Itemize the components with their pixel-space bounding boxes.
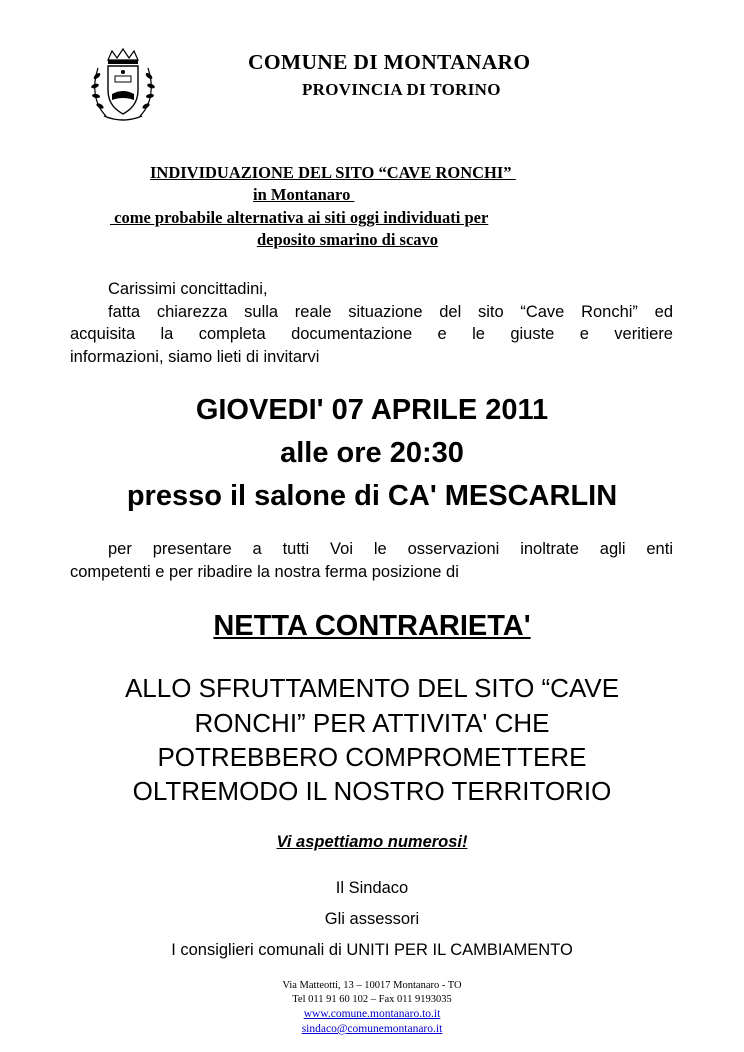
subject-line: deposito smarino di scavo xyxy=(257,230,439,249)
subject-line: INDIVIDUAZIONE DEL SITO “CAVE RONCHI” xyxy=(150,163,516,182)
footer-address: Via Matteotti, 13 – 10017 Montanaro - TO xyxy=(282,980,462,991)
paragraph-line: informazioni, siamo lieti di invitarvi xyxy=(70,348,320,366)
subject-line: in Montanaro xyxy=(253,185,355,204)
paragraph-line: acquisita la completa documentazione e le giuste e veritiere xyxy=(70,325,673,343)
footer-email-link[interactable]: sindaco@comunemontanaro.it xyxy=(301,1023,443,1035)
footer-website-link[interactable]: www.comune.montanaro.to.it xyxy=(303,1008,441,1020)
footer-phone: Tel 011 91 60 102 – Fax 011 9193035 xyxy=(292,994,452,1005)
headline: NETTA CONTRARIETA' xyxy=(213,610,531,642)
paragraph-line: competenti e per ribadire la nostra ferma posizione di xyxy=(70,563,459,581)
paragraph-line: per presentare a tutti Voi le osservazioni inoltrate agli enti xyxy=(108,540,673,558)
signature-line: I consiglieri comunali di UNITI PER IL CAMBIAMENTO xyxy=(171,941,573,959)
invite-text: Vi aspettiamo numerosi! xyxy=(276,833,468,851)
header-subtitle: PROVINCIA DI TORINO xyxy=(302,80,501,99)
statement-line: POTREBBERO COMPROMETTERE xyxy=(157,742,587,772)
statement-line: RONCHI” PER ATTIVITA' CHE xyxy=(194,708,550,738)
event-date: GIOVEDI' 07 APRILE 2011 xyxy=(195,394,549,426)
header-title: COMUNE DI MONTANARO xyxy=(248,50,531,74)
municipal-crest-icon xyxy=(88,46,158,124)
statement-line: ALLO SFRUTTAMENTO DEL SITO “CAVE xyxy=(124,673,620,703)
statement-line: OLTREMODO IL NOSTRO TERRITORIO xyxy=(132,776,612,806)
event-time: alle ore 20:30 xyxy=(280,437,464,469)
signature-line: Il Sindaco xyxy=(335,879,409,897)
subject-line: come probabile alternativa ai siti oggi individuati per xyxy=(110,208,489,227)
paragraph-line: fatta chiarezza sulla reale situazione del sito “Cave Ronchi” ed xyxy=(108,303,673,321)
event-place: presso il salone di CA' MESCARLIN xyxy=(126,480,618,512)
signature-line: Gli assessori xyxy=(324,910,420,928)
salutation: Carissimi concittadini, xyxy=(108,280,268,298)
